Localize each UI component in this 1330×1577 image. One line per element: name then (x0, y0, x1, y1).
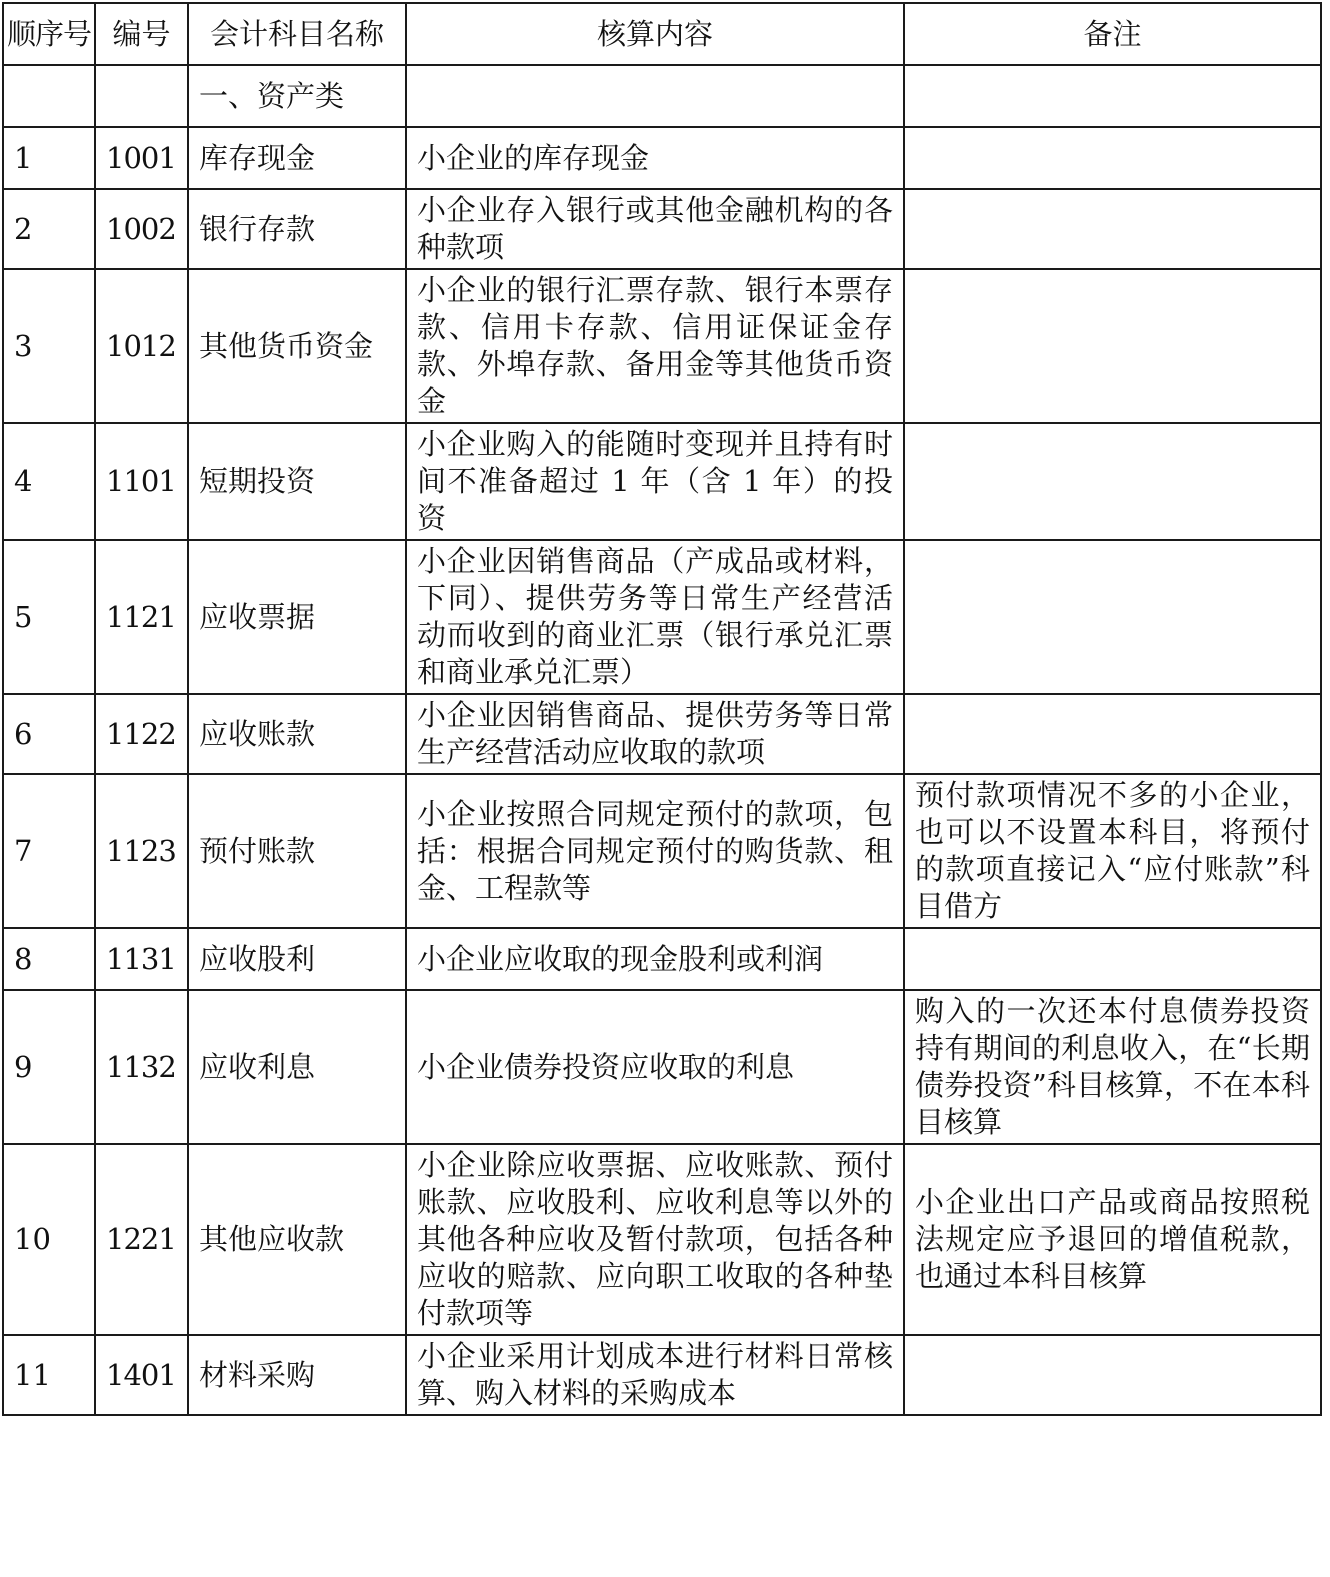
table-row (3, 694, 1321, 774)
row-name: 应收股利 (188, 928, 406, 990)
row-name: 应收利息 (188, 990, 406, 1144)
accounting-subjects-table (2, 2, 1322, 1416)
row-note: 购入的一次还本付息债券投资持有期间的利息收入，在“长期债券投资”科目核算，不在本科目核算 (904, 990, 1321, 1144)
row-seq: 2 (3, 189, 95, 269)
row-seq: 10 (3, 1144, 95, 1335)
row-name: 材料采购 (188, 1335, 406, 1415)
row-name: 库存现金 (188, 127, 406, 189)
row-note (904, 189, 1321, 269)
row-seq: 6 (3, 694, 95, 774)
row-content: 小企业存入银行或其他金融机构的各种款项 (406, 189, 904, 269)
table-row (3, 990, 1321, 1144)
row-content: 小企业的银行汇票存款、银行本票存款、信用卡存款、信用证保证金存款、外埠存款、备用金等其他货币资金 (406, 269, 904, 423)
section-code-cell (95, 65, 188, 127)
row-seq: 5 (3, 540, 95, 694)
row-seq: 11 (3, 1335, 95, 1415)
row-name: 短期投资 (188, 423, 406, 540)
row-content: 小企业购入的能随时变现并且持有时间不准备超过 1 年（含 1 年）的投资 (406, 423, 904, 540)
row-name: 预付账款 (188, 774, 406, 928)
row-note (904, 127, 1321, 189)
section-title: 一、资产类 (188, 65, 406, 127)
row-note: 预付款项情况不多的小企业，也可以不设置本科目，将预付的款项直接记入“应付账款”科目借方 (904, 774, 1321, 928)
header-note: 备注 (904, 3, 1321, 65)
row-note (904, 540, 1321, 694)
table-row (3, 540, 1321, 694)
table-row (3, 1335, 1321, 1415)
row-seq: 1 (3, 127, 95, 189)
row-note (904, 1335, 1321, 1415)
row-code: 1121 (95, 540, 188, 694)
row-note (904, 423, 1321, 540)
section-content-cell (406, 65, 904, 127)
row-name: 银行存款 (188, 189, 406, 269)
section-note-cell (904, 65, 1321, 127)
row-code: 1101 (95, 423, 188, 540)
row-code: 1001 (95, 127, 188, 189)
row-seq: 3 (3, 269, 95, 423)
table-row (3, 269, 1321, 423)
row-code: 1132 (95, 990, 188, 1144)
row-content: 小企业采用计划成本进行材料日常核算、购入材料的采购成本 (406, 1335, 904, 1415)
row-code: 1131 (95, 928, 188, 990)
row-code: 1002 (95, 189, 188, 269)
table-header-row (3, 3, 1321, 65)
row-content: 小企业的库存现金 (406, 127, 904, 189)
header-code: 编号 (95, 3, 188, 65)
row-seq: 4 (3, 423, 95, 540)
table-row (3, 928, 1321, 990)
row-note (904, 269, 1321, 423)
table-row (3, 189, 1321, 269)
row-code: 1012 (95, 269, 188, 423)
row-seq: 8 (3, 928, 95, 990)
row-name: 应收账款 (188, 694, 406, 774)
row-note (904, 928, 1321, 990)
row-content: 小企业债券投资应收取的利息 (406, 990, 904, 1144)
table-row (3, 423, 1321, 540)
row-code: 1401 (95, 1335, 188, 1415)
row-name: 其他应收款 (188, 1144, 406, 1335)
row-code: 1122 (95, 694, 188, 774)
section-seq-cell (3, 65, 95, 127)
row-content: 小企业按照合同规定预付的款项，包括：根据合同规定预付的购货款、租金、工程款等 (406, 774, 904, 928)
table-row (3, 1144, 1321, 1335)
row-note: 小企业出口产品或商品按照税法规定应予退回的增值税款，也通过本科目核算 (904, 1144, 1321, 1335)
row-name: 应收票据 (188, 540, 406, 694)
header-content: 核算内容 (406, 3, 904, 65)
row-content: 小企业除应收票据、应收账款、预付账款、应收股利、应收利息等以外的其他各种应收及暂付款项，包括各种应收的赔款、应向职工收取的各种垫付款项等 (406, 1144, 904, 1335)
table-row (3, 127, 1321, 189)
section-row-assets (3, 65, 1321, 127)
row-code: 1221 (95, 1144, 188, 1335)
row-code: 1123 (95, 774, 188, 928)
header-name: 会计科目名称 (188, 3, 406, 65)
table-row (3, 774, 1321, 928)
row-note (904, 694, 1321, 774)
row-content: 小企业应收取的现金股利或利润 (406, 928, 904, 990)
header-seq: 顺序号 (3, 3, 95, 65)
row-seq: 9 (3, 990, 95, 1144)
row-seq: 7 (3, 774, 95, 928)
row-content: 小企业因销售商品、提供劳务等日常生产经营活动应收取的款项 (406, 694, 904, 774)
row-name: 其他货币资金 (188, 269, 406, 423)
row-content: 小企业因销售商品（产成品或材料，下同）、提供劳务等日常生产经营活动而收到的商业汇票（银行承兑汇票和商业承兑汇票） (406, 540, 904, 694)
